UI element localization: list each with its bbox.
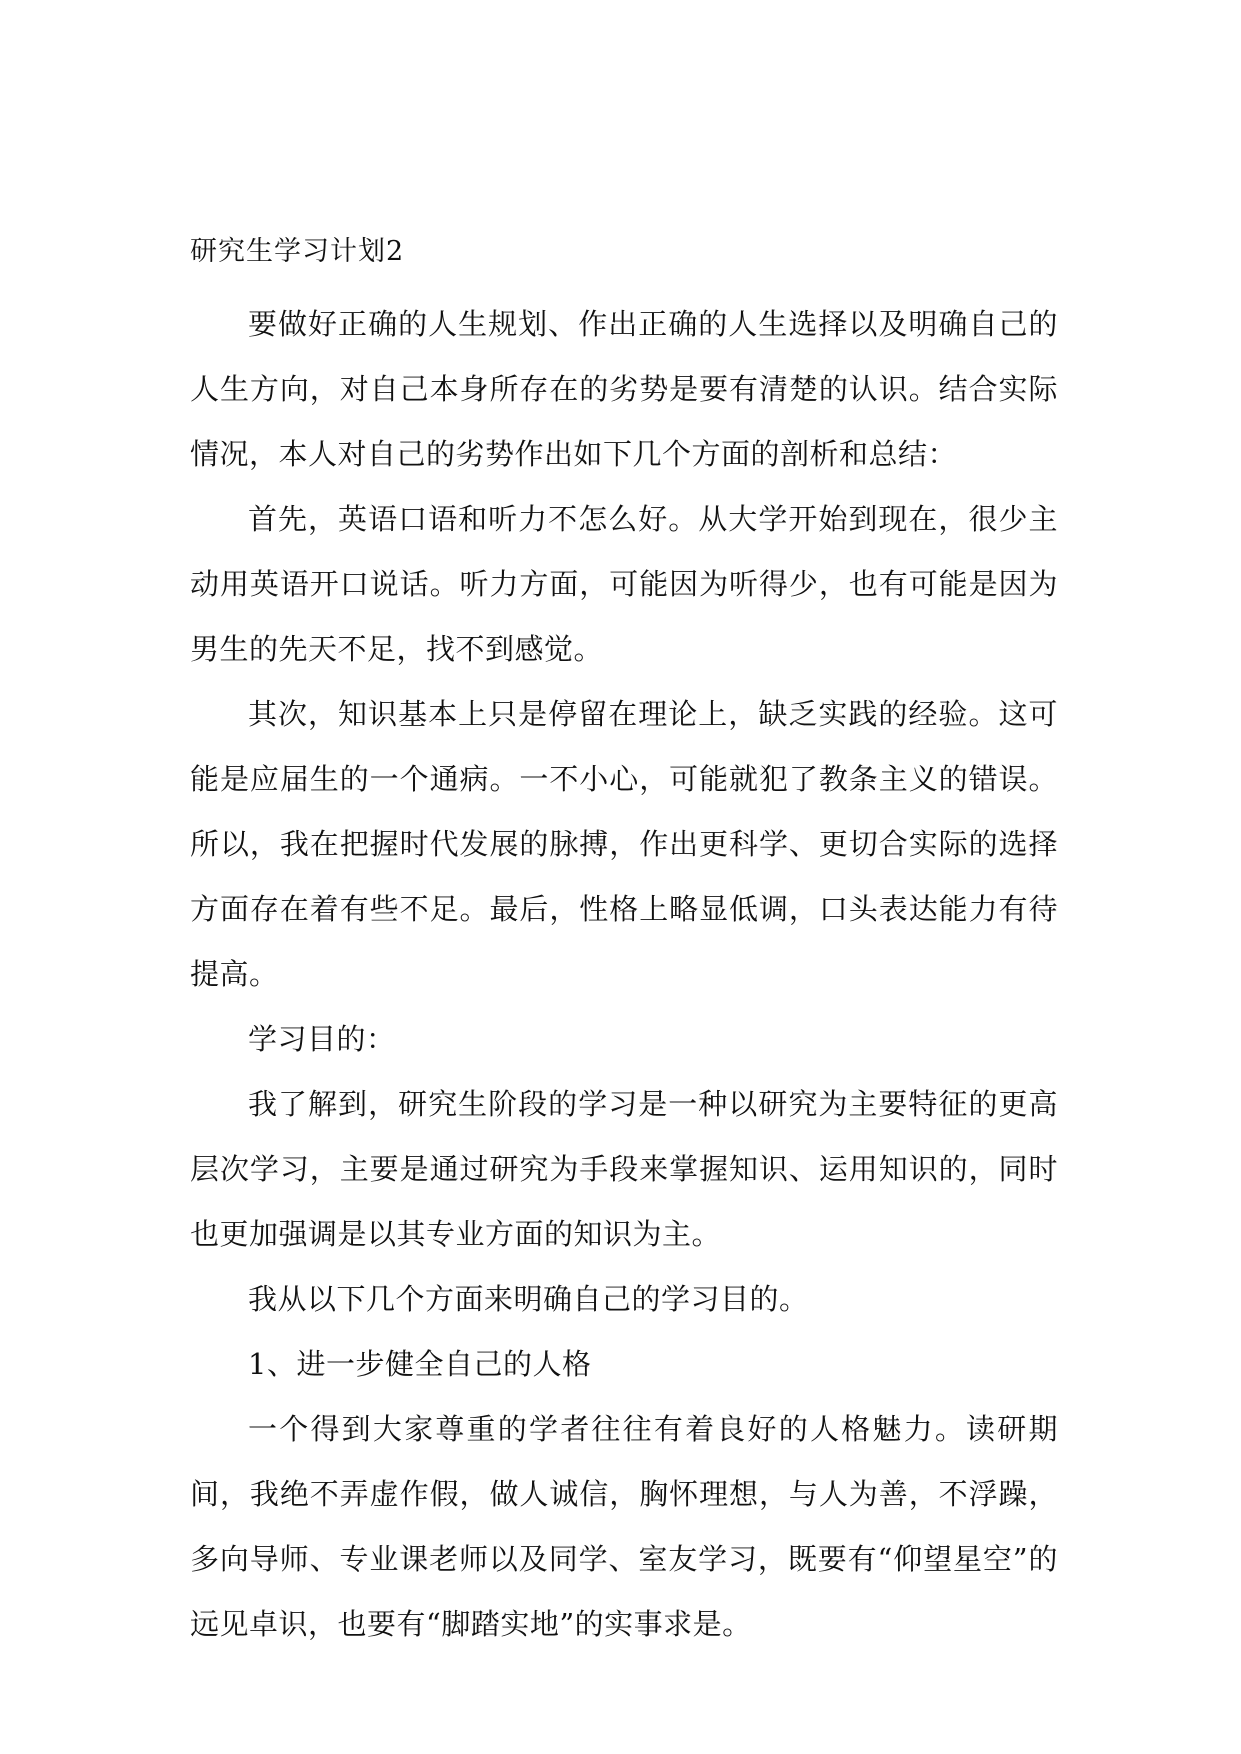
paragraph-practice-weakness: 其次，知识基本上只是停留在理论上，缺乏实践的经验。这可能是应届生的一个通病。一不小心，可能就犯了教条主义的错误。所以，我在把握时代发展的脉搏，作出更科学、更切合实际的选择方面存在着有些不足。最后，性格上略显低调，口头表达能力有待提高。 [190, 697, 1058, 991]
paragraph-english-weakness: 首先，英语口语和听力不怎么好。从大学开始到现在，很少主动用英语开口说话。听力方面，可能因为听得少，也有可能是因为男生的先天不足，找不到感觉。 [190, 502, 1058, 666]
paragraph-section-1-heading: 1、进一步健全自己的人格 [248, 1347, 592, 1381]
paragraph-purpose-intro: 我从以下几个方面来明确自己的学习目的。 [248, 1282, 809, 1316]
document-title: 研究生学习计划2 [190, 236, 405, 267]
paragraph-study-purpose-heading: 学习目的： [248, 1022, 396, 1056]
paragraph-self-analysis-intro: 要做好正确的人生规划、作出正确的人生选择以及明确自己的人生方向，对自己本身所存在的劣势是要有清楚的认识。结合实际情况，本人对自己的劣势作出如下几个方面的剖析和总结： [190, 307, 1058, 471]
paragraph-study-purpose: 我了解到，研究生阶段的学习是一种以研究为主要特征的更高层次学习，主要是通过研究为手段来掌握知识、运用知识的，同时也更加强调是以其专业方面的知识为主。 [190, 1087, 1058, 1251]
document-page [190, 228, 1058, 1657]
paragraph-personality: 一个得到大家尊重的学者往往有着良好的人格魅力。读研期间，我绝不弄虚作假，做人诚信，胸怀理想，与人为善，不浮躁，多向导师、专业课老师以及同学、室友学习，既要有“仰望星空”的远见卓识，也要有“脚踏实地”的实事求是。 [190, 1412, 1058, 1641]
